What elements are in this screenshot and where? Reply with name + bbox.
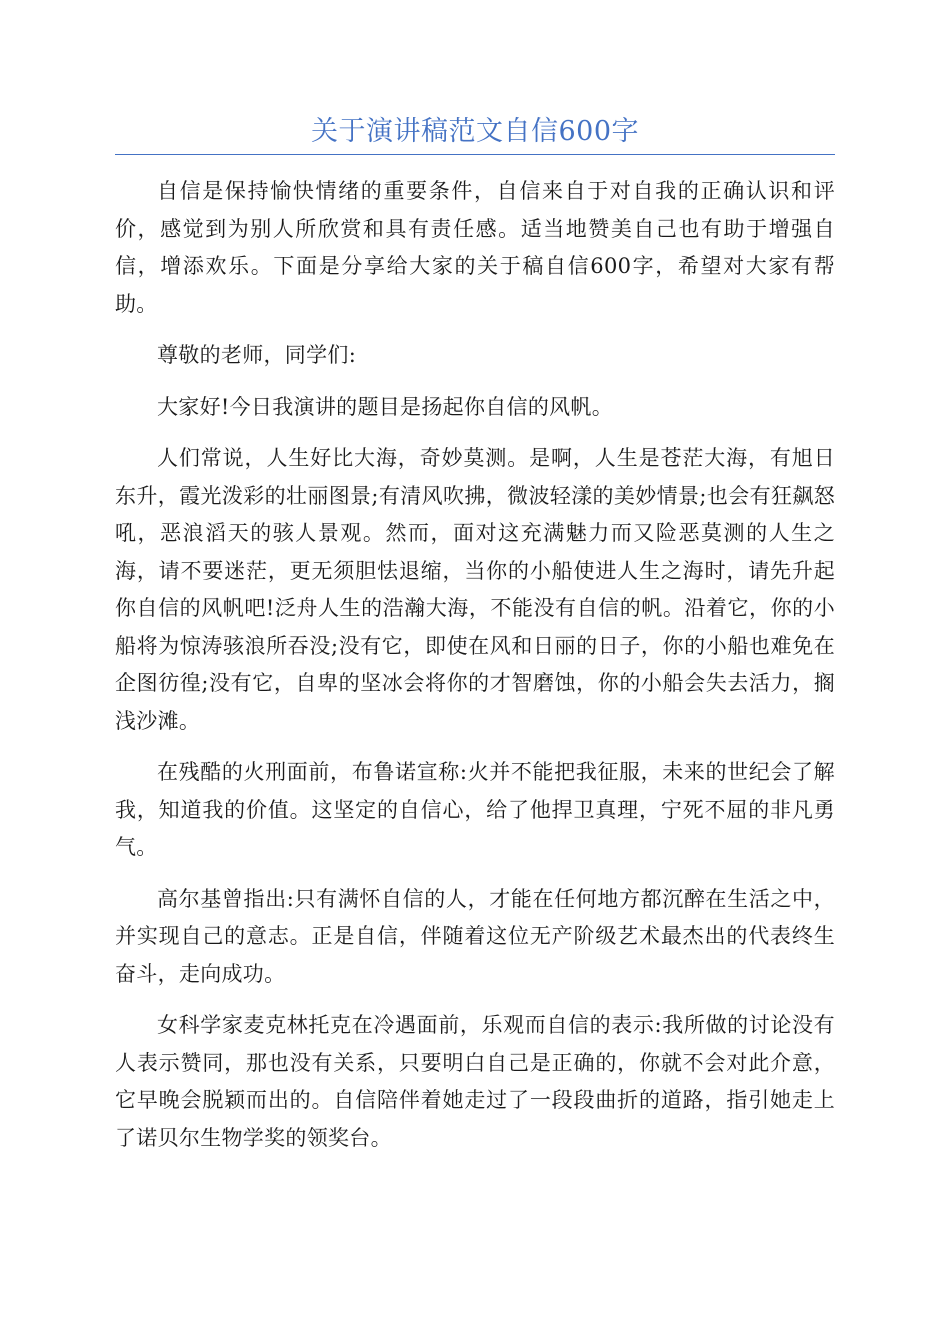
paragraph-mcclintock: 女科学家麦克林托克在冷遇面前，乐观而自信的表示:我所做的讨论没有人表示赞同，那也没有关系，只要明白自己是正确的，你就不会对此介意，它早晚会脱颖而出的。自信陪伴着她走过了一段段曲折的道路，指引她走上了诺贝尔生物学奖的领奖台。: [115, 1013, 835, 1150]
paragraph-greeting: 大家好!今日我演讲的题目是扬起你自信的风帆。: [157, 394, 614, 419]
paragraph-life-sea: 人们常说，人生好比大海，奇妙莫测。是啊，人生是苍茫大海，有旭日东升，霞光泼彩的壮丽图景;有清风吹拂，微波轻漾的美妙情景;也会有狂飙怒吼，恶浪滔天的骇人景观。然而，面对这充满魅力而又险恶莫测的人生之海，请不要迷茫，更无须胆怯退缩，当你的小船使进人生之海时，请先升起你自信的风帆吧!泛舟人生的浩瀚大海，不能没有自信的帆。沿着它，你的小船将为惊涛骇浪所吞没;没有它，即使在风和日丽的日子，你的小船也难免在企图彷徨;没有它，自卑的坚冰会将你的才智磨蚀，你的小船会失去活力，搁浅沙滩。: [115, 446, 835, 733]
paragraph-intro: 自信是保持愉快情绪的重要条件，自信来自于对自我的正确认识和评价，感觉到为别人所欣赏和具有责任感。适当地赞美自己也有助于增强自信，增添欢乐。下面是分享给大家的关于稿自信600字，希望对大家有帮助。: [115, 179, 835, 316]
page-title: 关于演讲稿范文自信600字: [310, 116, 640, 147]
document-body: [115, 173, 835, 1171]
title-underline: [115, 154, 835, 155]
paragraph-salutation: 尊敬的老师，同学们:: [157, 343, 357, 367]
paragraph-gorky: 高尔基曾指出:只有满怀自信的人，才能在任何地方都沉醉在生活之中，并实现自己的意志。正是自信，伴随着这位无产阶级艺术最杰出的代表终生奋斗，走向成功。: [115, 886, 835, 986]
paragraph-bruno: 在残酷的火刑面前，布鲁诺宣称:火并不能把我征服，未来的世纪会了解我，知道我的价值。这坚定的自信心，给了他捍卫真理，宁死不屈的非凡勇气。: [115, 760, 835, 859]
